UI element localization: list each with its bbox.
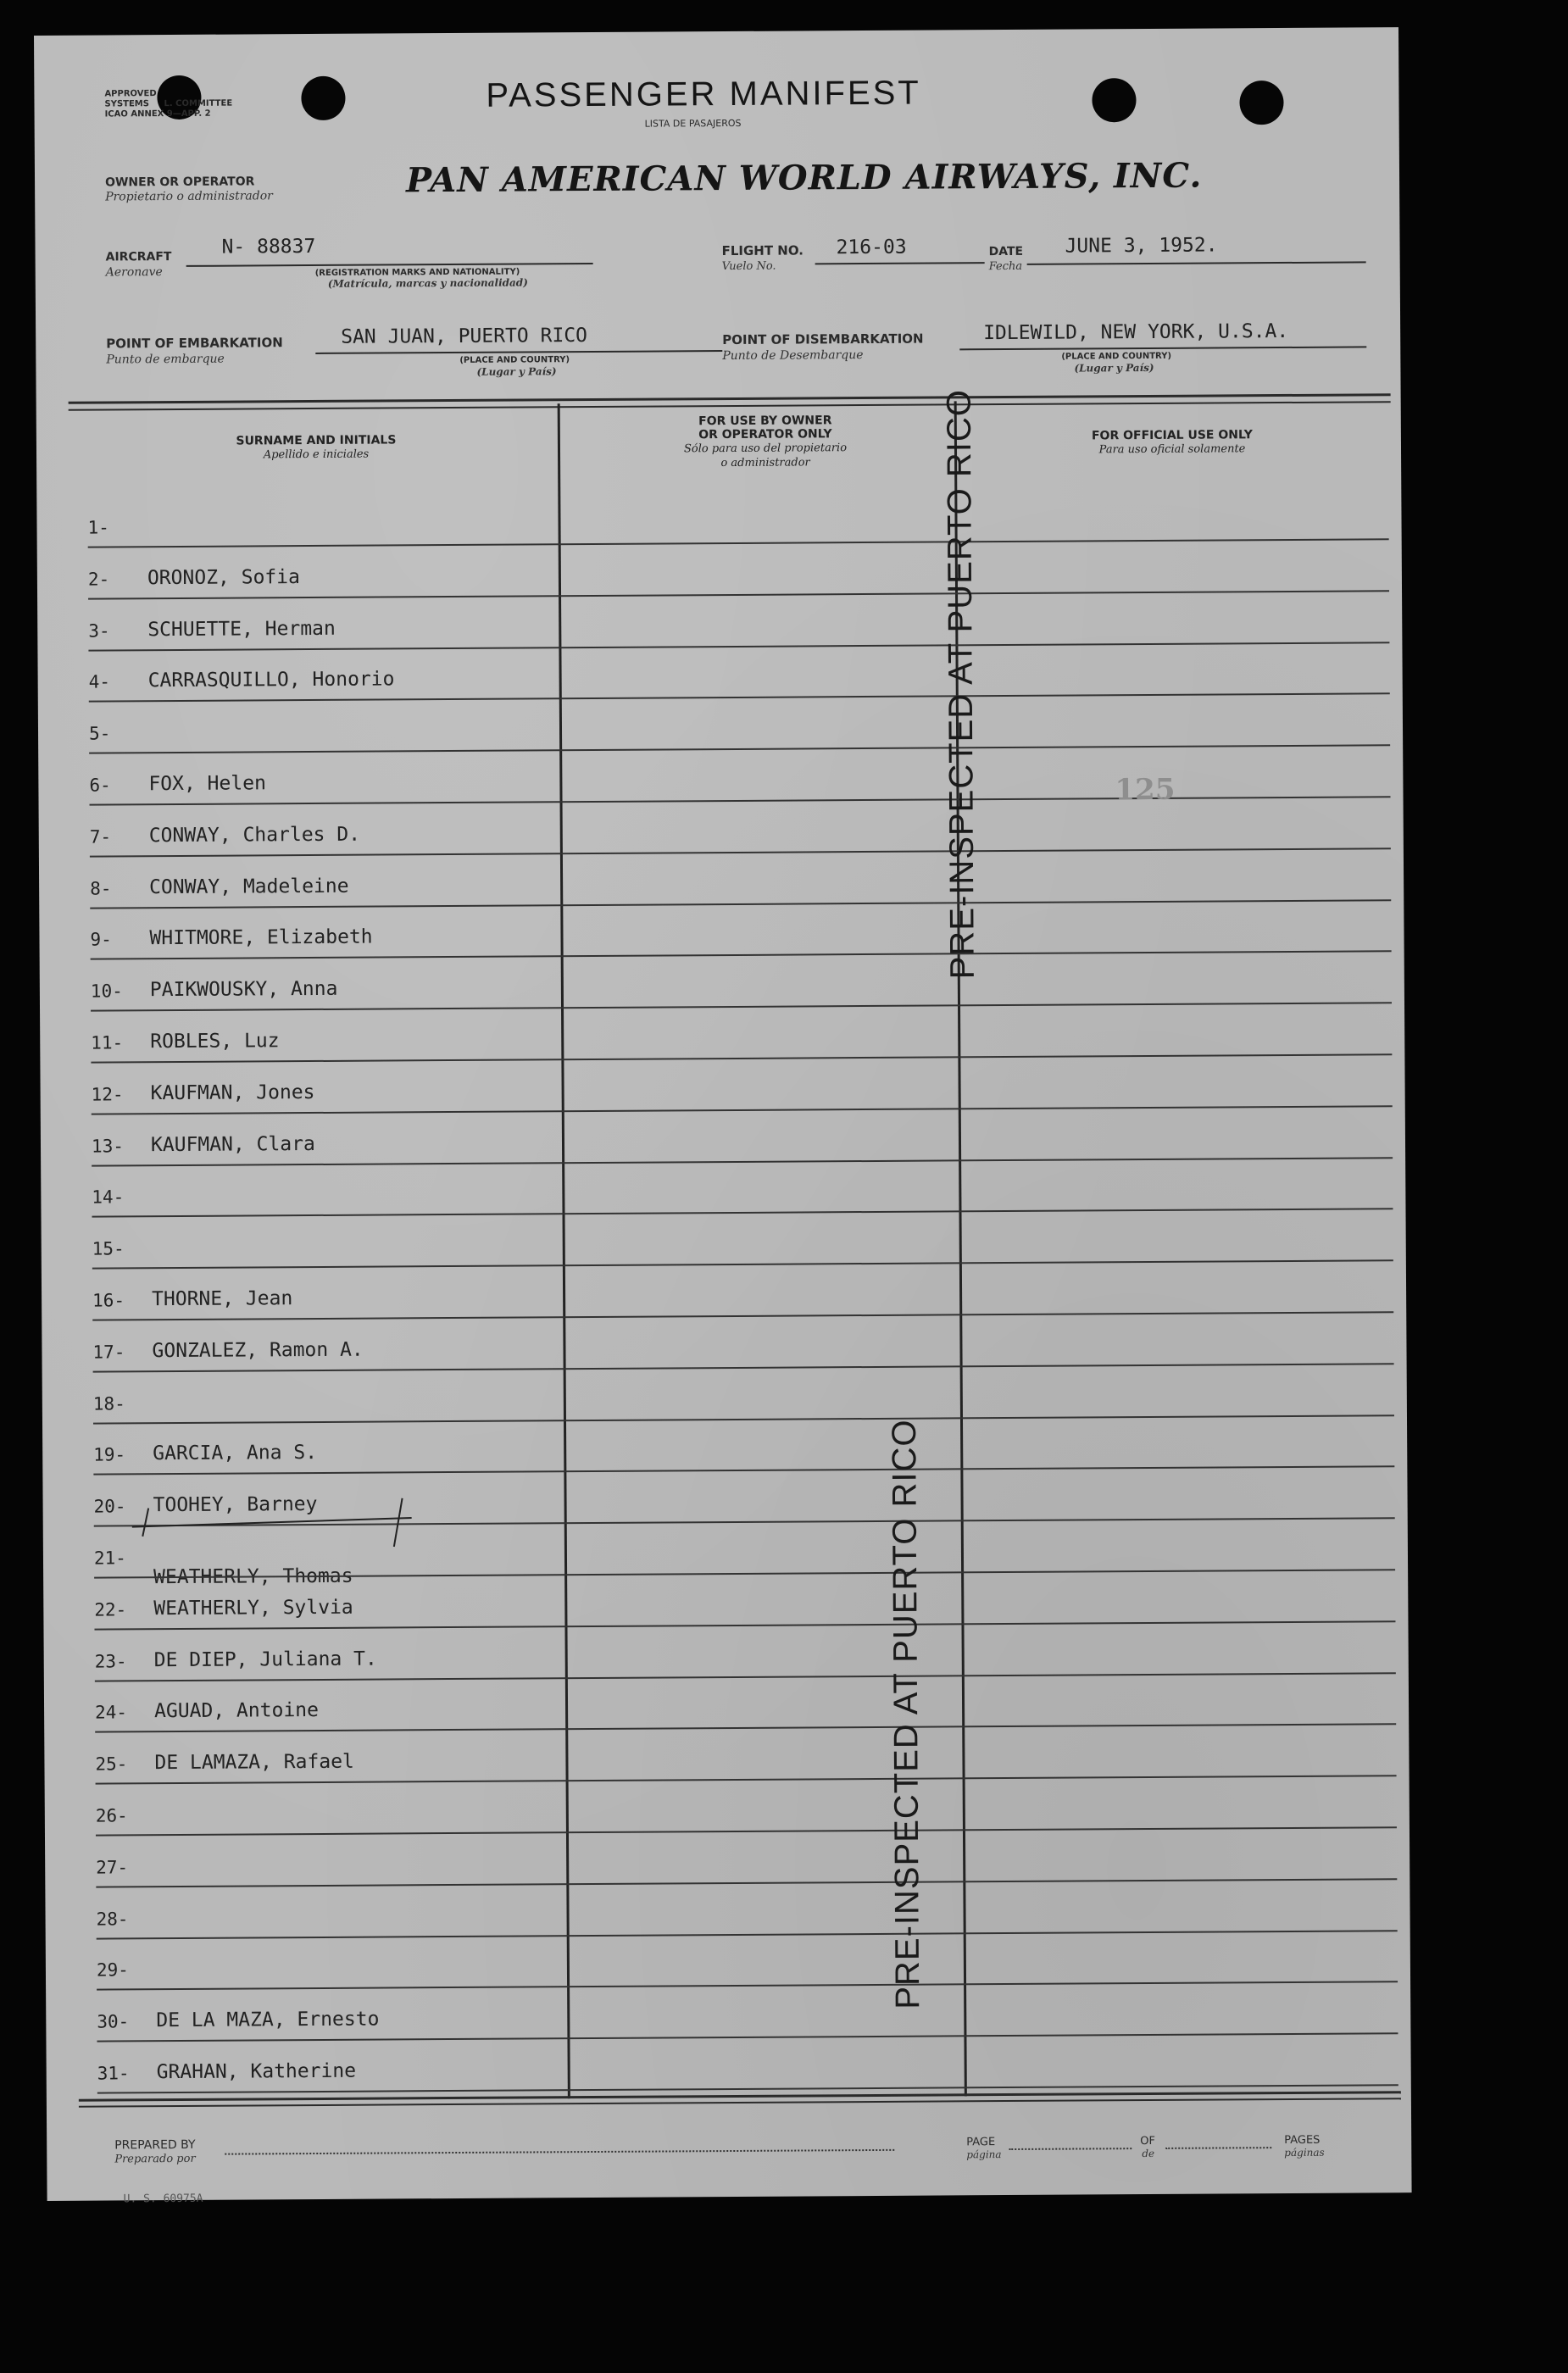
disembark-label: POINT OF DISEMBARKATION bbox=[722, 331, 924, 348]
row-number: 2- bbox=[87, 569, 110, 590]
flight-underline bbox=[815, 262, 985, 264]
aircraft-underline bbox=[186, 263, 593, 267]
date-value: JUNE 3, 1952. bbox=[1065, 234, 1218, 258]
approval-line: SYSTEMS bbox=[104, 99, 149, 109]
date-label: DATE bbox=[988, 244, 1024, 259]
disembark-place-label-es: (Lugar y País) bbox=[1074, 361, 1154, 375]
row-rule bbox=[88, 538, 1389, 547]
page-label: PAGE bbox=[966, 2136, 996, 2149]
row-rule bbox=[91, 1053, 1392, 1063]
row-number: 24- bbox=[95, 1702, 128, 1723]
flight-label-es: Vuelo No. bbox=[721, 259, 776, 274]
row-number: 23- bbox=[94, 1650, 127, 1672]
disembark-value: IDLEWILD, NEW YORK, U.S.A. bbox=[983, 320, 1289, 345]
aircraft-value: N- 88837 bbox=[221, 235, 316, 258]
pages-label-es: páginas bbox=[1284, 2146, 1325, 2159]
owner-header-es: o administrador bbox=[720, 456, 810, 470]
official-header-es: Para uso oficial solamente bbox=[1098, 442, 1246, 457]
row-rule bbox=[88, 642, 1389, 651]
row-number: 8- bbox=[90, 878, 112, 899]
row-number: 30- bbox=[97, 2011, 130, 2032]
page-line bbox=[1009, 2148, 1132, 2150]
passenger-name: GARCIA, Ana S. bbox=[153, 1442, 318, 1465]
passenger-name: DE LA MAZA, Ernesto bbox=[156, 2008, 380, 2032]
passenger-name: TOOHEY, Barney bbox=[153, 1493, 318, 1517]
row-number: 5- bbox=[88, 723, 111, 744]
row-number: 14- bbox=[92, 1186, 125, 1208]
prepared-by-label: PREPARED BY bbox=[114, 2137, 196, 2153]
approval-note bbox=[104, 89, 232, 120]
of-line bbox=[1165, 2147, 1271, 2149]
row-number: 1- bbox=[87, 517, 109, 538]
row-number: 3- bbox=[88, 620, 110, 642]
embark-place-label-es: (Lugar y País) bbox=[476, 365, 557, 378]
row-rule bbox=[90, 848, 1391, 857]
embark-label-es: Punto de embarque bbox=[106, 352, 225, 367]
row-number: 17- bbox=[92, 1342, 125, 1363]
row-number: 26- bbox=[95, 1805, 128, 1826]
row-rule bbox=[95, 1672, 1396, 1681]
page-title: PASSENGER MANIFEST bbox=[486, 74, 921, 114]
row-number: 13- bbox=[91, 1135, 125, 1157]
manifest-sheet bbox=[34, 27, 1412, 2206]
flight-value: 216-03 bbox=[836, 236, 907, 259]
owner-label-es: Propietario o administrador bbox=[105, 189, 273, 204]
date-label-es: Fecha bbox=[988, 259, 1023, 274]
row-number: 12- bbox=[91, 1084, 124, 1105]
owner-column-header bbox=[579, 413, 952, 471]
row-number: 19- bbox=[93, 1444, 126, 1465]
row-rule bbox=[97, 2032, 1398, 2042]
passenger-name: PAIKWOUSKY, Anna bbox=[149, 978, 338, 1002]
owner-header-es: Sólo para uso del propietario bbox=[683, 442, 848, 456]
passenger-name: DE LAMAZA, Rafael bbox=[154, 1750, 354, 1775]
row-rule bbox=[91, 951, 1392, 960]
passenger-name: ROBLES, Luz bbox=[150, 1030, 280, 1053]
punch-hole bbox=[1092, 78, 1136, 122]
passenger-name: GONZALEZ, Ramon A. bbox=[152, 1338, 364, 1362]
passenger-name: CONWAY, Madeleine bbox=[149, 875, 349, 898]
preinspection-stamp-bottom: PRE-INSPECTED AT PUERTO RICO bbox=[885, 1419, 927, 2009]
row-number: 6- bbox=[89, 775, 111, 796]
row-rule bbox=[94, 1620, 1395, 1630]
row-rule bbox=[96, 1878, 1397, 1887]
of-label-es: de bbox=[1142, 2147, 1155, 2160]
surname-column-header bbox=[96, 432, 537, 463]
row-number: 9- bbox=[90, 929, 112, 951]
row-rule bbox=[92, 1311, 1393, 1320]
prepared-by-label-es: Preparado por bbox=[114, 2152, 196, 2166]
passenger-name: WHITMORE, Elizabeth bbox=[149, 925, 373, 950]
column-divider bbox=[558, 403, 570, 2098]
row-number: 4- bbox=[88, 671, 111, 693]
disembark-label-es: Punto de Desembarque bbox=[722, 348, 864, 364]
approval-line: APPROVED bbox=[104, 89, 157, 99]
row-number: 28- bbox=[96, 1908, 129, 1930]
row-number: 20- bbox=[93, 1496, 126, 1517]
passenger-name: ORONOZ, Sofia bbox=[147, 565, 301, 589]
row-rule bbox=[93, 1466, 1394, 1475]
passenger-name: AGUAD, Antoine bbox=[154, 1699, 320, 1723]
aircraft-label-es: Aeronave bbox=[105, 265, 163, 280]
disembark-underline bbox=[959, 346, 1366, 350]
passenger-name: KAUFMAN, Jones bbox=[150, 1081, 315, 1104]
disembark-place-label: (PLACE AND COUNTRY) bbox=[1061, 351, 1172, 362]
row-rule bbox=[97, 1930, 1398, 1939]
row-number: 22- bbox=[94, 1599, 127, 1620]
row-rule bbox=[91, 1002, 1392, 1011]
preinspection-stamp-top: PRE-INSPECTED AT PUERTO RICO bbox=[940, 388, 981, 980]
passenger-name: GRAHAN, Katherine bbox=[156, 2059, 357, 2084]
owner-label: OWNER OR OPERATOR bbox=[105, 175, 255, 190]
row-rule bbox=[89, 744, 1390, 753]
surname-header-es: Apellido e iniciales bbox=[263, 447, 370, 462]
row-number: 29- bbox=[96, 1959, 129, 1981]
date-underline bbox=[1027, 261, 1366, 264]
passenger-name: CONWAY, Charles D. bbox=[148, 823, 361, 847]
row-number: 11- bbox=[91, 1032, 124, 1053]
registration-label: (REGISTRATION MARKS AND NATIONALITY) bbox=[314, 267, 520, 278]
row-rule bbox=[90, 899, 1391, 909]
official-mark: 125 bbox=[1115, 772, 1176, 808]
prepared-by-line bbox=[225, 2149, 894, 2155]
row-number: 27- bbox=[96, 1857, 129, 1878]
approval-line: ICAO ANNEX 9—APP. 2 bbox=[104, 108, 211, 119]
row-number: 25- bbox=[95, 1753, 128, 1775]
row-rule bbox=[89, 693, 1390, 703]
embark-place-label: (PLACE AND COUNTRY) bbox=[459, 355, 570, 365]
owner-header-line: OR OPERATOR ONLY bbox=[698, 427, 832, 442]
passenger-name: WEATHERLY, Thomas bbox=[153, 1564, 353, 1589]
correction-mark bbox=[142, 1508, 149, 1537]
row-rule bbox=[95, 1724, 1396, 1733]
row-rule bbox=[88, 590, 1389, 599]
page-label-es: página bbox=[966, 2148, 1002, 2161]
official-header-text: FOR OFFICIAL USE ONLY bbox=[1091, 428, 1253, 443]
row-number: 10- bbox=[90, 981, 123, 1002]
row-number: 21- bbox=[93, 1548, 126, 1569]
aircraft-label: AIRCRAFT bbox=[105, 250, 172, 264]
passenger-name: DE DIEP, Juliana T. bbox=[153, 1648, 377, 1671]
official-column-header bbox=[969, 427, 1376, 458]
row-rule bbox=[96, 1775, 1397, 1784]
embark-label: POINT OF EMBARKATION bbox=[106, 335, 283, 352]
punch-hole bbox=[301, 76, 345, 120]
row-number: 16- bbox=[92, 1290, 125, 1311]
row-rule bbox=[90, 796, 1391, 805]
row-number: 15- bbox=[92, 1238, 125, 1259]
page-subtitle: LISTA DE PASAJEROS bbox=[644, 117, 742, 130]
correction-mark bbox=[393, 1498, 403, 1548]
owner-header-line: FOR USE BY OWNER bbox=[698, 414, 832, 429]
row-rule bbox=[92, 1209, 1393, 1218]
form-code: U. S. 60975A bbox=[123, 2192, 203, 2206]
passenger-name: WEATHERLY, Sylvia bbox=[153, 1596, 353, 1620]
row-rule bbox=[92, 1259, 1393, 1269]
row-rule bbox=[93, 1363, 1394, 1372]
flight-label: FLIGHT NO. bbox=[721, 242, 804, 259]
row-rule bbox=[97, 1981, 1398, 1991]
row-number: 31- bbox=[97, 2063, 130, 2084]
embark-underline bbox=[315, 350, 722, 354]
registration-label-es: (Matrícula, marcas y nacionalidad) bbox=[327, 276, 528, 290]
approval-line: L. COMMITTEE bbox=[164, 98, 233, 109]
surname-header-text: SURNAME AND INITIALS bbox=[236, 433, 397, 448]
row-rule bbox=[92, 1157, 1393, 1166]
correction-mark bbox=[132, 1517, 412, 1528]
punch-hole bbox=[1239, 81, 1283, 125]
passenger-name: CARRASQUILLO, Honorio bbox=[147, 668, 395, 692]
row-number: 18- bbox=[92, 1392, 125, 1414]
embark-value: SAN JUAN, PUERTO RICO bbox=[341, 325, 588, 348]
row-rule bbox=[92, 1105, 1393, 1114]
passenger-name: THORNE, Jean bbox=[152, 1287, 293, 1311]
passenger-name: KAUFMAN, Clara bbox=[150, 1132, 315, 1156]
of-label: OF bbox=[1140, 2134, 1155, 2148]
row-rule bbox=[96, 1826, 1397, 1836]
passenger-name: FOX, Helen bbox=[148, 772, 266, 796]
pages-label: PAGES bbox=[1284, 2133, 1321, 2148]
company-name: PAN AMERICAN WORLD AIRWAYS, INC. bbox=[405, 155, 1203, 201]
passenger-name: SCHUETTE, Herman bbox=[147, 617, 336, 641]
row-rule bbox=[93, 1414, 1394, 1424]
row-number: 7- bbox=[89, 826, 112, 848]
